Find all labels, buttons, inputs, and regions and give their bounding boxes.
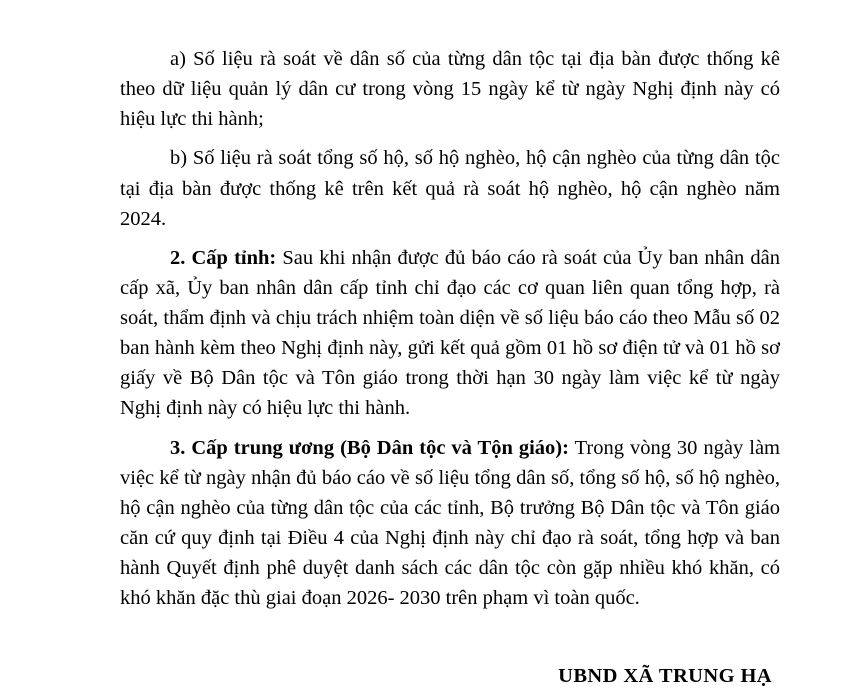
paragraph-section-3-lead: 3. Cấp trung ương (Bộ Dân tộc và Tộn giáo): — [170, 436, 569, 459]
paragraph-section-2-lead: 2. Cấp tỉnh: — [170, 246, 277, 269]
paragraph-section-2-text: Sau khi nhận được đủ báo cáo rà soát của Ủy ban nhân dân cấp xã, Ủy ban nhân dân cấp tỉnh chỉ đạo các cơ quan liên quan tổng hợp, rà soát, thẩm định và chịu trách nhiệm toàn diện về số liệu báo cáo theo Mẫu số 02 ban hành kèm theo Nghị định này, gửi kết quả gồm 01 hồ sơ điện tử và 01 hồ sơ giấy về Bộ Dân tộc và Tôn giáo trong thời hạn 30 ngày làm việc kể từ ngày Nghị định này có hiệu lực thi hành. — [120, 246, 780, 420]
signature-block: UBND XÃ TRUNG HẠ — [558, 665, 772, 688]
paragraph-b-text: b) Số liệu rà soát tổng số hộ, số hộ nghèo, hộ cận nghèo của từng dân tộc tại địa bàn được thống kê trên kết quả rà soát hộ nghèo, hộ cận nghèo năm 2024. — [120, 147, 780, 230]
paragraph-section-2 — [120, 243, 780, 424]
paragraph-section-3-text: Trong vòng 30 ngày làm việc kể từ ngày nhận đủ báo cáo về số liệu tổng dân số, tổng số hộ, số hộ nghèo, hộ cận nghèo của từng dân tộc của các tỉnh, Bộ trưởng Bộ Dân tộc và Tôn giáo căn cứ quy định tại Điều 4 của Nghị định này chỉ đạo rà soát, tổng hợp và ban hành Quyết định phê duyệt danh sách các dân tộc còn gặp nhiều khó khăn, có khó khăn đặc thù giai đoạn 2026- 2030 trên phạm vì toàn quốc. — [120, 436, 780, 610]
paragraph-b — [120, 143, 780, 233]
paragraph-a — [120, 44, 780, 134]
paragraph-section-3 — [120, 433, 780, 614]
paragraph-a-text: a) Số liệu rà soát về dân số của từng dân tộc tại địa bàn được thống kê theo dữ liệu quản lý dân cư trong vòng 15 ngày kể từ ngày Nghị định này có hiệu lực thi hành; — [120, 48, 780, 131]
